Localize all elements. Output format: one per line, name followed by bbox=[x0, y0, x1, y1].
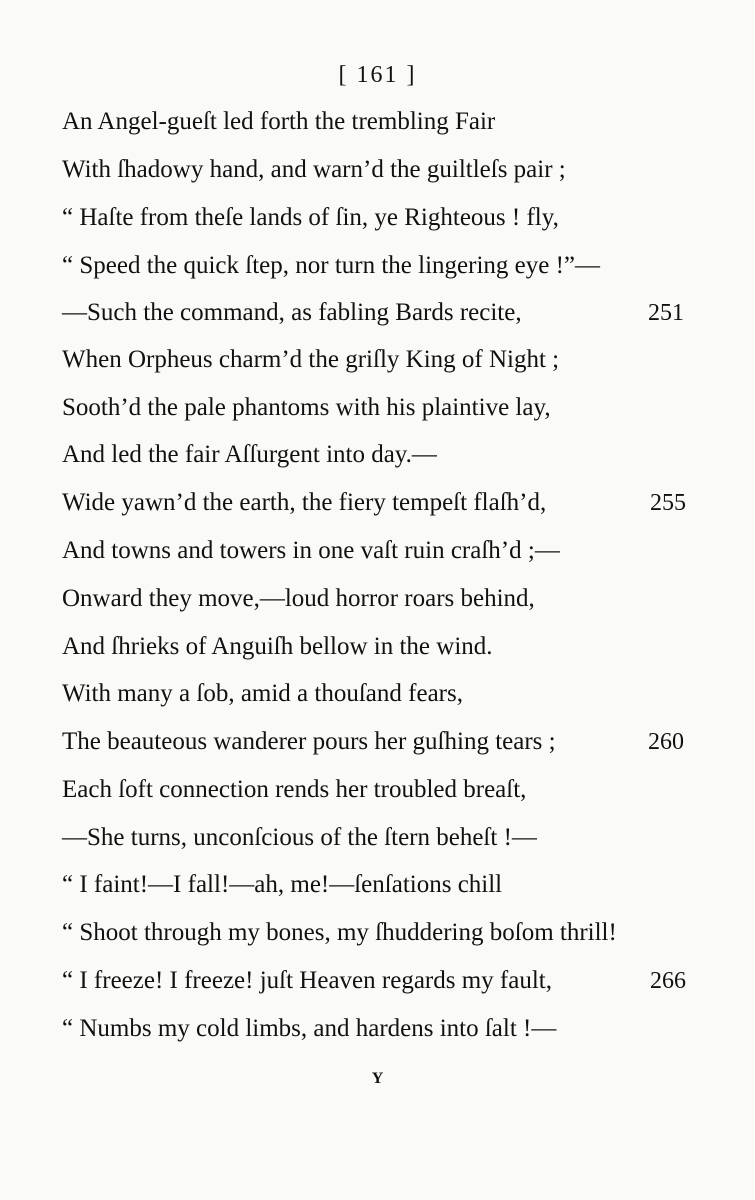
poem-line: —Such the command, as fabling Bards recite, bbox=[62, 299, 522, 326]
poem-line: An Angel-gueſt led forth the trembling Fair bbox=[62, 108, 496, 135]
signature-mark: Y bbox=[371, 1070, 384, 1087]
poem-line: Wide yawn’d the earth, the fiery tempeſt flaſh’d, bbox=[62, 489, 547, 516]
poem-line: “ Speed the quick ſtep, nor turn the lingering eye !”— bbox=[62, 252, 601, 279]
line-number: 260 bbox=[648, 729, 684, 755]
poem-line: —She turns, unconſcious of the ſtern beheſt !— bbox=[62, 824, 537, 851]
poem-line: Each ſoft connection rends her troubled breaſt, bbox=[62, 776, 527, 803]
line-number: 255 bbox=[650, 490, 686, 516]
page-number: [ 161 ] bbox=[338, 62, 417, 88]
poem-line: And ſhrieks of Anguiſh bellow in the wind. bbox=[62, 633, 493, 660]
poem-line: Sooth’d the pale phantoms with his plaintive lay, bbox=[62, 394, 551, 421]
poem-line: With many a ſob, amid a thouſand fears, bbox=[62, 680, 463, 707]
poem-line: “ Haſte from theſe lands of ſin, ye Righteous ! fly, bbox=[62, 204, 559, 231]
poem-line: And towns and towers in one vaſt ruin craſh’d ;— bbox=[62, 537, 560, 564]
poem-line: When Orpheus charm’d the griſly King of Night ; bbox=[62, 346, 560, 373]
poem-line: “ Shoot through my bones, my ſhuddering boſom thrill! bbox=[62, 919, 617, 946]
line-number: 251 bbox=[648, 300, 684, 326]
poem-line: And led the fair Aſſurgent into day.— bbox=[62, 441, 437, 468]
poem-line: The beauteous wanderer pours her guſhing tears ; bbox=[62, 728, 556, 755]
poem-line: With ſhadowy hand, and warn’d the guiltleſs pair ; bbox=[62, 156, 566, 183]
line-number: 266 bbox=[650, 968, 686, 994]
poem-line: “ I freeze! I freeze! juſt Heaven regards my fault, bbox=[62, 967, 552, 994]
poem-line: “ I faint!—I fall!—ah, me!—ſenſations chill bbox=[62, 871, 503, 898]
poem-line: Onward they move,—loud horror roars behind, bbox=[62, 585, 535, 612]
poem-line: “ Numbs my cold limbs, and hardens into ſalt !— bbox=[62, 1015, 557, 1042]
